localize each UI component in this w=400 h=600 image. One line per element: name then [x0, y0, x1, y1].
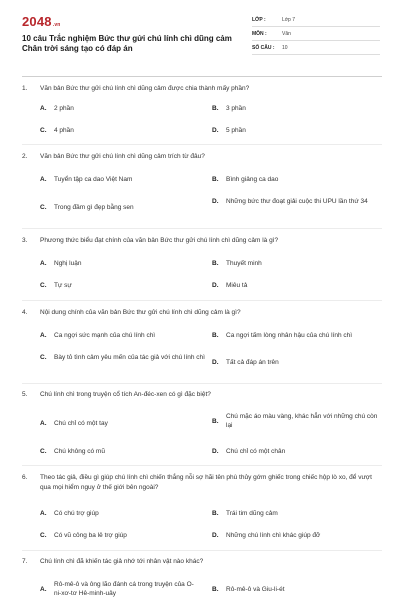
option-letter: D. — [212, 198, 219, 205]
meta-value: 10 — [282, 44, 288, 51]
option-b[interactable] — [212, 175, 380, 184]
question-separator — [22, 144, 382, 145]
option-b[interactable] — [212, 259, 380, 268]
option-c[interactable] — [40, 447, 200, 456]
header-divider — [22, 76, 382, 77]
option-b[interactable] — [212, 412, 380, 430]
option-a[interactable] — [40, 175, 200, 184]
option-text: 5 phần — [226, 127, 246, 134]
option-text: Thuyết minh — [226, 260, 262, 267]
logo-main: 2048 — [22, 14, 52, 29]
option-text: Nghị luận — [54, 260, 82, 267]
option-a[interactable] — [40, 259, 200, 268]
option-letter: D. — [212, 359, 219, 366]
question-number: 3. — [22, 237, 28, 244]
option-letter: B. — [212, 586, 219, 593]
option-letter: B. — [212, 332, 219, 339]
option-text: Trong đầm gì đẹp bằng sen — [54, 204, 134, 211]
logo[interactable] — [22, 14, 61, 29]
option-text: Rô-mê-ô và ông lão đánh cá trong truyện của O-ni-xơ-tơ Hê-minh-uây — [54, 581, 194, 597]
option-text: Ca ngợi tấm lòng nhân hậu của chú lính chì — [226, 332, 353, 339]
option-b[interactable] — [212, 104, 380, 113]
option-letter: B. — [212, 260, 219, 267]
option-text: Có chú trợ giúp — [54, 510, 99, 517]
option-letter: C. — [40, 354, 47, 361]
option-text: Bày tỏ tình cảm yêu mến của tác giả với chú lính chì — [54, 354, 205, 361]
question-separator — [22, 300, 382, 301]
option-letter: A. — [40, 176, 47, 183]
meta-table — [252, 13, 380, 55]
question-number: 5. — [22, 391, 28, 398]
option-b[interactable] — [212, 509, 380, 518]
option-letter: C. — [40, 532, 47, 539]
option-letter: C. — [40, 127, 47, 134]
option-text: Tự sự — [54, 282, 72, 289]
option-letter: C. — [40, 282, 47, 289]
option-text: Rô-mê-ô và Giu-li-ét — [226, 586, 285, 593]
option-text: Tất cả đáp án trên — [226, 359, 279, 366]
option-c[interactable] — [40, 281, 200, 290]
question — [22, 390, 380, 400]
option-a[interactable] — [40, 104, 190, 113]
logo-sub: .vn — [52, 22, 61, 28]
option-d[interactable] — [212, 126, 380, 135]
question-separator — [22, 550, 382, 551]
option-letter: A. — [40, 510, 47, 517]
option-text: Tuyển tập ca dao Việt Nam — [54, 176, 133, 183]
meta-row-count — [252, 41, 380, 55]
meta-row-class — [252, 13, 380, 27]
question-text: Văn bản Bức thư gửi chú lính chì dũng cảm trích từ đâu? — [40, 153, 205, 160]
option-d[interactable] — [212, 531, 380, 540]
option-letter: D. — [212, 532, 219, 539]
option-letter: D. — [212, 127, 219, 134]
option-c[interactable] — [40, 531, 200, 540]
option-c[interactable] — [40, 126, 190, 135]
option-text: Chú không có mũ — [54, 448, 105, 455]
option-letter: A. — [40, 105, 47, 112]
option-a[interactable] — [40, 331, 205, 340]
meta-row-subject — [252, 27, 380, 41]
option-text: Ca ngợi sức mạnh của chú lính chì — [54, 332, 156, 339]
option-b[interactable] — [212, 585, 380, 594]
option-letter: B. — [212, 176, 219, 183]
option-d[interactable] — [212, 447, 380, 456]
option-text: Những chú lính chì khác giúp đỡ — [226, 532, 321, 539]
option-text: Những bức thư đoạt giải cuộc thi UPU lần thứ 34 — [226, 198, 368, 205]
option-text: 3 phần — [226, 105, 246, 112]
option-text: 2 phần — [54, 105, 74, 112]
meta-value: Văn — [282, 30, 291, 37]
option-c[interactable] — [40, 353, 205, 362]
option-letter: B. — [212, 510, 219, 517]
question — [22, 557, 380, 567]
question-number: 2. — [22, 153, 28, 160]
question — [22, 152, 380, 162]
question-text: Văn bản Bức thư gửi chú lính chì dũng cảm được chia thành mấy phần? — [40, 85, 250, 92]
question-number: 1. — [22, 85, 28, 92]
option-letter: B. — [212, 417, 219, 425]
option-letter: A. — [40, 420, 47, 427]
question-text: Chú lính chì trong truyện cổ tích An-đéc-xen có gì đặc biệt? — [40, 391, 211, 398]
question-separator — [22, 383, 382, 384]
option-a[interactable] — [40, 509, 200, 518]
question-number: 7. — [22, 558, 28, 565]
option-a[interactable] — [40, 419, 200, 428]
question — [22, 308, 380, 318]
question-text: Theo tác giả, điều gì giúp chú lính chì chiến thắng nỗi sợ hãi tên phù thủy gớm ghiếc trong chiếc hộp lò xo, để vượt qua mọi hiểm nguy ở thế giới bên ngoài? — [40, 474, 372, 491]
option-letter: D. — [212, 282, 219, 289]
meta-label: MÔN : — [252, 30, 267, 37]
option-letter: B. — [212, 105, 219, 112]
option-text: 4 phần — [54, 127, 74, 134]
question-text: Phương thức biểu đạt chính của văn bản Bức thư gửi chú lính chì dũng cảm là gì? — [40, 237, 279, 244]
option-letter: A. — [40, 585, 47, 593]
page-title: 10 câu Trắc nghiệm Bức thư gửi chú lính chì dũng cảm Chân trời sáng tạo có đáp án — [22, 34, 232, 53]
option-d[interactable] — [212, 281, 380, 290]
question-separator — [22, 465, 382, 466]
option-letter: D. — [212, 448, 219, 455]
question-number: 4. — [22, 309, 28, 316]
question-number: 6. — [22, 474, 28, 481]
meta-value: Lớp 7 — [282, 16, 296, 23]
question — [22, 236, 380, 246]
option-letter: C. — [40, 448, 47, 455]
question-text: Chú lính chì đã khiến tác giả nhớ tới nhân vật nào khác? — [40, 558, 204, 565]
question-text: Nội dung chính của văn bản Bức thư gửi chú lính chì dũng cảm là gì? — [40, 309, 241, 316]
meta-label: LỚP : — [252, 16, 266, 23]
option-text: Chú chỉ có một tay — [54, 420, 108, 427]
question — [22, 84, 380, 94]
question — [22, 473, 380, 493]
option-a[interactable] — [40, 580, 200, 598]
header — [0, 0, 400, 72]
option-d[interactable] — [212, 358, 382, 367]
option-text: Bình giảng ca dao — [226, 176, 279, 183]
option-text: Chú chỉ có một chân — [226, 448, 286, 455]
option-text: Miêu tả — [226, 282, 248, 289]
option-d[interactable] — [212, 197, 380, 206]
option-letter: A. — [40, 260, 47, 267]
option-text: Trái tim dũng cảm — [226, 510, 278, 517]
option-b[interactable] — [212, 331, 382, 340]
option-letter: C. — [40, 204, 47, 211]
question-separator — [22, 228, 382, 229]
option-c[interactable] — [40, 203, 200, 212]
option-text: Có vũ công ba lê trợ giúp — [54, 532, 127, 539]
meta-label: SỐ CÂU : — [252, 44, 275, 51]
option-text: Chú mặc áo màu vàng, khác hẳn với những chú còn lại — [226, 413, 378, 429]
option-letter: A. — [40, 332, 47, 339]
